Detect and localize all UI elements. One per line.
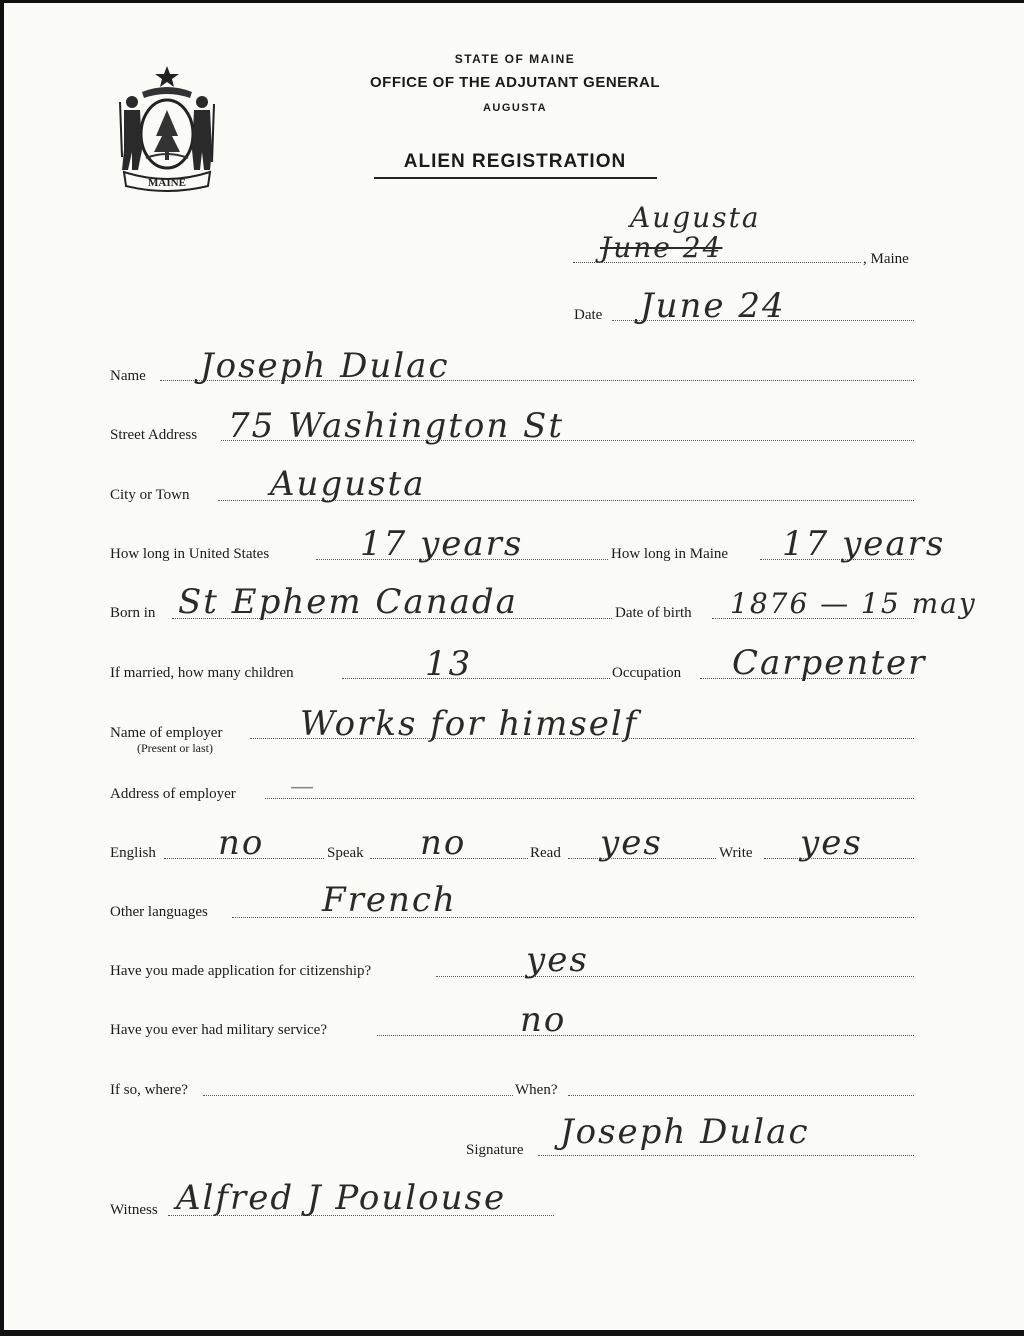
city-value: Augusta [270,464,426,504]
scan-edge-left [0,0,4,1336]
military-value: no [520,1000,567,1040]
scan-edge-bottom [0,1330,1024,1336]
when-dotted-line [568,1095,914,1096]
write-value: yes [800,823,863,863]
dob-label: Date of birth [615,605,692,621]
place-value-upper: Augusta [630,201,761,234]
dob-value: 1876 — 15 may [730,587,977,620]
citizenship-dotted-line [436,976,914,977]
us-years-label: How long in United States [110,546,270,562]
where-label: If so, where? [110,1082,188,1098]
name-value: Joseph Dulac [200,346,450,386]
other-languages-value: French [322,880,457,920]
born-in-label: Born in [110,605,156,621]
military-label: Have you ever had military service? [110,1022,327,1038]
date-label: Date [574,307,603,323]
other-languages-label: Other languages [110,904,208,920]
name-label: Name [110,368,146,384]
office-heading: OFFICE OF THE ADJUTANT GENERAL [370,74,660,91]
place-dotted-line [573,262,861,263]
read-label: Read [530,845,561,861]
employer-sublabel: (Present or last) [137,741,213,755]
read-value: yes [600,823,663,863]
signature-label: Signature [466,1142,524,1158]
signature-dotted-line [538,1155,914,1156]
witness-value: Alfred J Poulouse [176,1178,507,1218]
scan-edge-top [0,0,1024,3]
seal-banner-text: MAINE [148,177,186,189]
write-label: Write [719,845,753,861]
where-dotted-line [203,1095,513,1096]
street-value: 75 Washington St [228,406,565,446]
state-heading: STATE OF MAINE [454,52,576,66]
english-value: no [218,823,265,863]
children-dotted-line [342,678,610,679]
witness-label: Witness [110,1202,158,1218]
street-label: Street Address [110,427,198,443]
military-dotted-line [377,1035,914,1036]
speak-label: Speak [327,845,364,861]
citizenship-value: yes [526,940,589,980]
employer-address-value: — [290,772,316,800]
employer-label: Name of employer [110,725,223,741]
employer-value: Works for himself [300,704,639,744]
place-value-struck: June 24 [600,231,723,264]
children-label: If married, how many children [110,665,294,681]
title-underline [374,177,657,179]
city-label: City or Town [110,487,190,503]
when-label: When? [515,1082,558,1098]
employer-address-dotted-line [265,798,914,799]
place-suffix: , Maine [863,251,909,267]
english-label: English [110,845,156,861]
form-title: ALIEN REGISTRATION [403,151,627,172]
maine-years-value: 17 years [782,524,946,564]
us-years-value: 17 years [360,524,524,564]
maine-state-seal [112,62,222,192]
signature-value: Joseph Dulac [560,1112,810,1152]
employer-address-label: Address of employer [110,786,236,802]
speak-value: no [420,823,467,863]
date-value: June 24 [640,286,786,326]
city-heading: AUGUSTA [482,102,548,114]
occupation-value: Carpenter [732,643,927,683]
occupation-label: Occupation [612,665,682,681]
maine-years-label: How long in Maine [611,546,729,562]
citizenship-label: Have you made application for citizenship? [110,963,372,979]
born-in-value: St Ephem Canada [178,582,518,622]
children-value: 13 [425,644,473,684]
